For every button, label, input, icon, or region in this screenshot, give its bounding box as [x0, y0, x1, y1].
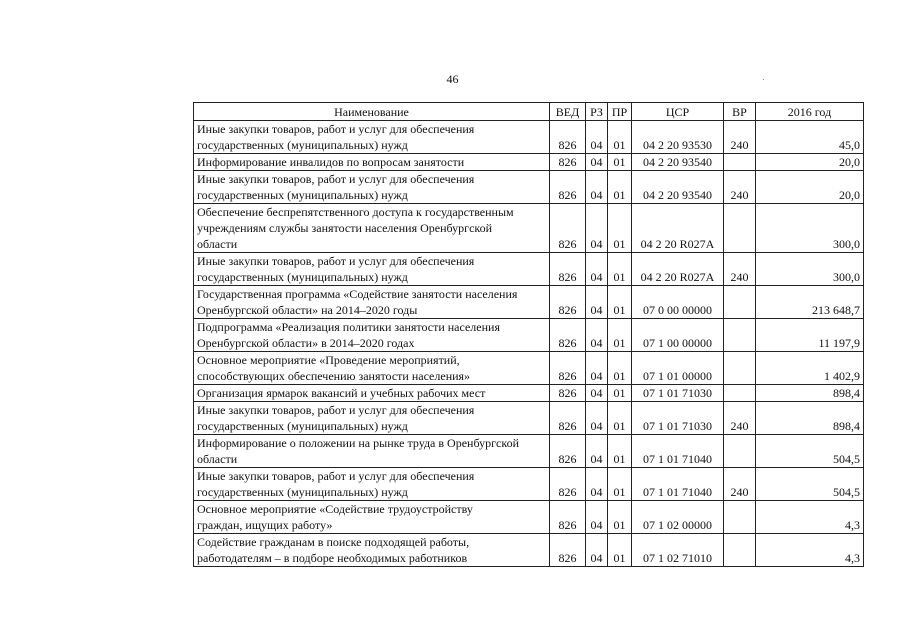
row-pr: 01 [608, 352, 632, 385]
row-rz: 04 [586, 435, 608, 468]
row-rz: 04 [586, 385, 608, 402]
header-ved: ВЕД [550, 103, 586, 121]
row-name-line: государственных (муниципальных) нужд [197, 419, 408, 433]
row-vr: 240 [724, 468, 756, 501]
row-vr [724, 385, 756, 402]
row-ved: 826 [550, 402, 586, 435]
scan-speck [763, 79, 764, 80]
table-header-row [194, 103, 864, 121]
row-name-line: способствующих обеспечению занятости населения» [197, 369, 471, 383]
row-ved: 826 [550, 286, 586, 319]
row-rz: 04 [586, 121, 608, 154]
row-name [194, 468, 550, 501]
row-ved: 826 [550, 468, 586, 501]
row-name [194, 121, 550, 154]
row-vr: 240 [724, 253, 756, 286]
row-ved: 826 [550, 204, 586, 253]
row-amount: 45,0 [756, 121, 864, 154]
row-name [194, 204, 550, 253]
row-name-line: Содействие гражданам в поиске подходящей работы, [197, 535, 470, 549]
row-name-line: граждан, ищущих работу» [197, 518, 333, 532]
row-ved: 826 [550, 121, 586, 154]
row-amount: 504,5 [756, 468, 864, 501]
row-amount: 898,4 [756, 385, 864, 402]
row-amount: 1 402,9 [756, 352, 864, 385]
header-name: Наименование [194, 103, 550, 121]
row-pr: 01 [608, 204, 632, 253]
page-number: 46 [446, 72, 459, 86]
row-name-line: Информирование инвалидов по вопросам занятости [197, 155, 465, 169]
row-ved: 826 [550, 385, 586, 402]
table-row [194, 402, 864, 435]
table-row [194, 468, 864, 501]
row-name-line: Организация ярмарок вакансий и учебных рабочих мест [197, 386, 486, 400]
row-name-line: Иные закупки товаров, работ и услуг для обеспечения [197, 122, 475, 136]
row-ved: 826 [550, 171, 586, 204]
row-ved: 826 [550, 352, 586, 385]
row-name-line: Обеспечение беспрепятственного доступа к государственным [197, 205, 514, 219]
row-name-line: Иные закупки товаров, работ и услуг для обеспечения [197, 254, 475, 268]
row-vr [724, 154, 756, 171]
table-row [194, 121, 864, 154]
row-ved: 826 [550, 154, 586, 171]
row-name [194, 286, 550, 319]
row-csr: 07 1 01 71040 [632, 435, 724, 468]
row-ved: 826 [550, 501, 586, 534]
table-row [194, 319, 864, 352]
table-row [194, 154, 864, 171]
row-vr [724, 319, 756, 352]
row-pr: 01 [608, 171, 632, 204]
row-csr: 07 0 00 00000 [632, 286, 724, 319]
row-vr: 240 [724, 121, 756, 154]
header-csr: ЦСР [632, 103, 724, 121]
row-pr: 01 [608, 468, 632, 501]
row-ved: 826 [550, 435, 586, 468]
row-name-line: Иные закупки товаров, работ и услуг для обеспечения [197, 403, 475, 417]
row-pr: 01 [608, 385, 632, 402]
row-name-line: Подпрограмма «Реализация политики занятости населения [197, 320, 500, 334]
row-ved: 826 [550, 534, 586, 567]
row-name-line: Оренбургской области» на 2014–2020 годы [197, 303, 418, 317]
row-name-line: государственных (муниципальных) нужд [197, 188, 408, 202]
row-csr: 07 1 02 00000 [632, 501, 724, 534]
row-csr: 07 1 00 00000 [632, 319, 724, 352]
row-pr: 01 [608, 402, 632, 435]
row-pr: 01 [608, 121, 632, 154]
row-amount: 11 197,9 [756, 319, 864, 352]
row-pr: 01 [608, 286, 632, 319]
row-rz: 04 [586, 286, 608, 319]
budget-table [193, 102, 864, 567]
row-pr: 01 [608, 435, 632, 468]
row-csr: 04 2 20 93540 [632, 154, 724, 171]
row-csr: 07 1 01 71030 [632, 385, 724, 402]
row-name-line: государственных (муниципальных) нужд [197, 270, 408, 284]
row-name [194, 435, 550, 468]
row-csr: 07 1 01 00000 [632, 352, 724, 385]
row-csr: 04 2 20 R027A [632, 204, 724, 253]
row-name-line: государственных (муниципальных) нужд [197, 485, 408, 499]
row-rz: 04 [586, 171, 608, 204]
table-row [194, 534, 864, 567]
row-rz: 04 [586, 402, 608, 435]
row-ved: 826 [550, 319, 586, 352]
row-name [194, 385, 550, 402]
row-vr [724, 435, 756, 468]
row-name-line: Государственная программа «Содействие занятости населения [197, 287, 518, 301]
table-row [194, 171, 864, 204]
row-vr [724, 204, 756, 253]
row-amount: 504,5 [756, 435, 864, 468]
row-pr: 01 [608, 319, 632, 352]
table-body [194, 121, 864, 567]
row-pr: 01 [608, 501, 632, 534]
row-amount: 898,4 [756, 402, 864, 435]
table-row [194, 352, 864, 385]
row-pr: 01 [608, 154, 632, 171]
row-csr: 04 2 20 93530 [632, 121, 724, 154]
table-row [194, 385, 864, 402]
table-row [194, 286, 864, 319]
table-row [194, 501, 864, 534]
row-ved: 826 [550, 253, 586, 286]
row-csr: 07 1 01 71040 [632, 468, 724, 501]
header-year: 2016 год [756, 103, 864, 121]
row-vr: 240 [724, 171, 756, 204]
header-pr: ПР [608, 103, 632, 121]
row-name-line: работодателям – в подборе необходимых работников [197, 551, 468, 565]
row-csr: 04 2 20 93540 [632, 171, 724, 204]
row-name-line: учреждениям службы занятости населения Оренбургской [197, 221, 493, 235]
row-amount: 20,0 [756, 171, 864, 204]
row-rz: 04 [586, 154, 608, 171]
row-rz: 04 [586, 534, 608, 567]
row-pr: 01 [608, 534, 632, 567]
header-rz: РЗ [586, 103, 608, 121]
row-amount: 4,3 [756, 501, 864, 534]
row-name [194, 352, 550, 385]
row-name [194, 171, 550, 204]
row-amount: 300,0 [756, 253, 864, 286]
row-name-line: Информирование о положении на рынке труда в Оренбургской [197, 436, 519, 450]
row-amount: 20,0 [756, 154, 864, 171]
row-pr: 01 [608, 253, 632, 286]
row-rz: 04 [586, 204, 608, 253]
row-name [194, 402, 550, 435]
row-amount: 4,3 [756, 534, 864, 567]
row-amount: 300,0 [756, 204, 864, 253]
row-name [194, 319, 550, 352]
row-rz: 04 [586, 253, 608, 286]
row-vr [724, 352, 756, 385]
row-name-line: Основное мероприятие «Содействие трудоустройству [197, 502, 473, 516]
row-name-line: государственных (муниципальных) нужд [197, 138, 408, 152]
table-row [194, 435, 864, 468]
row-amount: 213 648,7 [756, 286, 864, 319]
row-name-line: Иные закупки товаров, работ и услуг для обеспечения [197, 172, 475, 186]
row-rz: 04 [586, 468, 608, 501]
table-row [194, 253, 864, 286]
row-vr: 240 [724, 402, 756, 435]
row-name-line: Основное мероприятие «Проведение мероприятий, [197, 353, 460, 367]
row-name-line: Оренбургской области» в 2014–2020 годах [197, 336, 415, 350]
row-rz: 04 [586, 501, 608, 534]
row-name-line: области [197, 452, 238, 466]
table-row [194, 204, 864, 253]
row-rz: 04 [586, 352, 608, 385]
row-csr: 07 1 01 71030 [632, 402, 724, 435]
row-vr [724, 501, 756, 534]
row-name [194, 154, 550, 171]
row-vr [724, 534, 756, 567]
row-name [194, 534, 550, 567]
row-name-line: Иные закупки товаров, работ и услуг для обеспечения [197, 469, 475, 483]
row-name-line: области [197, 237, 238, 251]
row-name [194, 253, 550, 286]
row-csr: 07 1 02 71010 [632, 534, 724, 567]
row-rz: 04 [586, 319, 608, 352]
row-vr [724, 286, 756, 319]
row-name [194, 501, 550, 534]
header-vr: ВР [724, 103, 756, 121]
row-csr: 04 2 20 R027A [632, 253, 724, 286]
